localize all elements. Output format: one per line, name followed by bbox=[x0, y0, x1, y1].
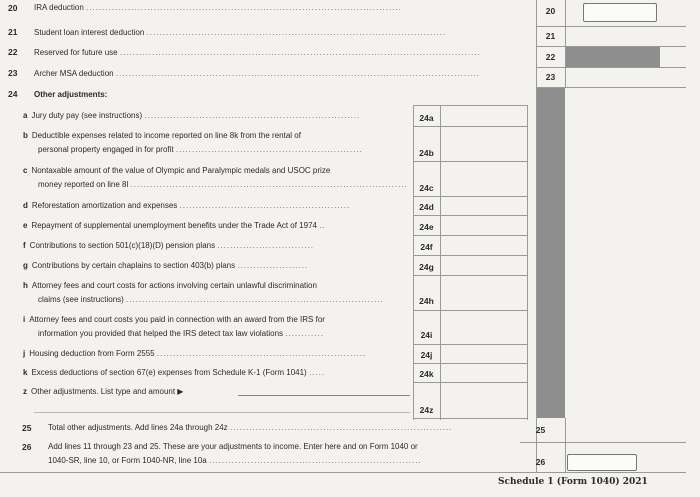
line-code-21: 21 bbox=[545, 31, 556, 41]
line-24f-label: f Contributions to section 501(c)(18)(D) pension plans .............................. bbox=[23, 241, 315, 250]
line-number-23: 23 bbox=[8, 68, 18, 78]
line-24c-letter: c bbox=[23, 166, 28, 175]
line-code-26: 26 bbox=[535, 457, 546, 467]
rule bbox=[527, 105, 528, 420]
line-number-24: 24 bbox=[8, 89, 18, 99]
line-24c-text-2: money reported on line 8l bbox=[38, 180, 129, 189]
line-24d-text: Reforestation amortization and expenses bbox=[31, 201, 178, 210]
line-24j-text: Housing deduction from Form 2555 bbox=[29, 349, 155, 358]
line-24b-letter: b bbox=[23, 131, 28, 140]
line-24k-letter: k bbox=[23, 368, 28, 377]
rule bbox=[440, 105, 441, 420]
shaded-column-24 bbox=[536, 88, 565, 418]
line-24i-text-1: Attorney fees and court costs you paid in connection with an award from the IRS for bbox=[29, 315, 325, 324]
line-code-24j: 24j bbox=[420, 350, 433, 360]
line-25-label: Total other adjustments. Add lines 24a through 24z ..................................................................... bbox=[48, 423, 453, 432]
line-24d-letter: d bbox=[23, 201, 28, 210]
rule bbox=[413, 161, 527, 162]
line-24a-label: a Jury duty pay (see instructions) ................................................................... bbox=[23, 111, 361, 120]
form-footer: Schedule 1 (Form 1040) 2021 bbox=[498, 477, 648, 487]
line-code-24k: 24k bbox=[419, 369, 434, 379]
line-21-text: Student loan interest deduction bbox=[34, 28, 145, 37]
line-26-amount-field[interactable] bbox=[567, 454, 637, 471]
line-number-20: 20 bbox=[8, 3, 18, 13]
line-24h-letter: h bbox=[23, 281, 28, 290]
line-24c-label-2: money reported on line 8l ...................................................................................... bbox=[38, 180, 408, 189]
rule bbox=[413, 418, 527, 419]
line-24i-label-2: information you provided that helped the IRS detect tax law violations ............ bbox=[38, 329, 324, 338]
line-24k-text: Excess deductions of section 67(e) expenses from Schedule K-1 (Form 1041) bbox=[31, 368, 307, 377]
line-24-label: Other adjustments: bbox=[34, 90, 108, 99]
line-26-text-2: 1040-SR, line 10, or Form 1040-NR, line 10a bbox=[48, 456, 207, 465]
line-code-23: 23 bbox=[545, 72, 556, 82]
line-24j-label: j Housing deduction from Form 2555 ................................................................. bbox=[23, 349, 367, 358]
line-code-24g: 24g bbox=[419, 262, 434, 272]
line-24e-label: e Repayment of supplemental unemployment benefits under the Trade Act of 1974 .. bbox=[23, 221, 326, 230]
rule bbox=[0, 472, 686, 473]
line-24c-label-1 bbox=[23, 165, 330, 176]
rule bbox=[520, 442, 686, 443]
rule bbox=[536, 26, 686, 27]
rule bbox=[413, 255, 527, 256]
line-24z-letter: z bbox=[23, 387, 27, 396]
line-24b-label-1 bbox=[23, 130, 301, 141]
rule bbox=[413, 235, 527, 236]
rule bbox=[536, 67, 686, 68]
line-code-20: 20 bbox=[545, 6, 556, 16]
line-22-text: Reserved for future use bbox=[34, 48, 118, 57]
line-20-text: IRA deduction bbox=[34, 3, 84, 12]
line-24i-text-2: information you provided that helped the IRS detect tax law violations bbox=[38, 329, 284, 338]
rule bbox=[413, 215, 527, 216]
rule bbox=[413, 344, 527, 345]
line-24a-text: Jury duty pay (see instructions) bbox=[31, 111, 143, 120]
rule bbox=[413, 363, 527, 364]
rule bbox=[565, 0, 566, 88]
line-number-25: 25 bbox=[22, 423, 32, 433]
line-24i-label-1 bbox=[23, 314, 325, 325]
line-24d-label: d Reforestation amortization and expenses ..................................................... bbox=[23, 201, 351, 210]
line-24b-text-1: Deductible expenses related to income reported on line 8k from the rental of bbox=[31, 131, 301, 140]
line-code-24a: 24a bbox=[419, 113, 434, 123]
line-24f-text: Contributions to section 501(c)(18)(D) pension plans bbox=[29, 241, 216, 250]
line-26-label-1 bbox=[48, 441, 418, 452]
line-24e-text: Repayment of supplemental unemployment benefits under the Trade Act of 1974 bbox=[31, 221, 317, 230]
rule bbox=[413, 275, 527, 276]
line-24h-label-1 bbox=[23, 280, 317, 291]
line-22-label: Reserved for future use ................................................................................................................ bbox=[34, 48, 481, 57]
line-24g-label: g Contributions by certain chaplains to section 403(b) plans ...................... bbox=[23, 261, 309, 270]
line-25-text: Total other adjustments. Add lines 24a through 24z bbox=[48, 423, 228, 432]
line-number-26: 26 bbox=[22, 442, 32, 452]
line-24f-letter: f bbox=[23, 241, 26, 250]
line-24h-text-1: Attorney fees and court costs for actions involving certain unlawful discrimination bbox=[31, 281, 317, 290]
line-24z-label bbox=[23, 386, 183, 397]
rule bbox=[536, 46, 686, 47]
line-code-24z: 24z bbox=[419, 405, 434, 415]
rule bbox=[413, 310, 527, 311]
line-24g-letter: g bbox=[23, 261, 28, 270]
line-code-25: 25 bbox=[535, 425, 546, 435]
line-24b-label-2: personal property engaged in for profit .......................................................... bbox=[38, 145, 363, 154]
rule bbox=[413, 105, 527, 106]
line-21-label: Student loan interest deduction ............................................................................................. bbox=[34, 28, 447, 37]
line-code-22: 22 bbox=[545, 52, 556, 62]
line-code-24e: 24e bbox=[419, 222, 434, 232]
line-code-24b: 24b bbox=[419, 148, 434, 158]
rule bbox=[536, 0, 537, 472]
line-26-text-1: Add lines 11 through 23 and 25. These are your adjustments to income. Enter here and on Form 1040 or bbox=[48, 442, 418, 451]
line-24z-type-input-2[interactable] bbox=[34, 412, 410, 413]
line-24z-text: Other adjustments. List type and amount ▶ bbox=[31, 387, 184, 396]
line-20-amount-field[interactable] bbox=[583, 3, 657, 22]
line-code-24c: 24c bbox=[419, 183, 434, 193]
line-24j-letter: j bbox=[23, 349, 26, 358]
line-24c-text-1: Nontaxable amount of the value of Olympic and Paralympic medals and USOC prize bbox=[31, 166, 331, 175]
line-24i-letter: i bbox=[23, 315, 26, 324]
line-23-text: Archer MSA deduction bbox=[34, 69, 114, 78]
line-23-label: Archer MSA deduction ................................................................................................................. bbox=[34, 69, 481, 78]
line-code-24i: 24i bbox=[420, 330, 433, 340]
rule bbox=[413, 382, 527, 383]
line-number-22: 22 bbox=[8, 47, 18, 57]
shaded-cell-22 bbox=[566, 47, 660, 67]
line-code-24h: 24h bbox=[419, 296, 434, 306]
line-24z-type-input[interactable] bbox=[238, 395, 410, 396]
line-24g-text: Contributions by certain chaplains to section 403(b) plans bbox=[31, 261, 236, 270]
rule bbox=[536, 87, 686, 88]
line-24h-label-2: claims (see instructions) ................................................................................ bbox=[38, 295, 384, 304]
line-code-24f: 24f bbox=[420, 242, 433, 252]
line-24h-text-2: claims (see instructions) bbox=[38, 295, 124, 304]
line-number-21: 21 bbox=[8, 27, 18, 37]
rule bbox=[413, 196, 527, 197]
line-code-24d: 24d bbox=[419, 202, 434, 212]
line-24a-letter: a bbox=[23, 111, 28, 120]
line-24b-text-2: personal property engaged in for profit bbox=[38, 145, 174, 154]
rule bbox=[565, 418, 566, 472]
line-20-label: IRA deduction .................................................................................................. bbox=[34, 3, 402, 12]
line-26-label-2: 1040-SR, line 10, or Form 1040-NR, line 10a .................................................................. bbox=[48, 456, 422, 465]
line-24e-letter: e bbox=[23, 221, 28, 230]
rule bbox=[413, 126, 527, 127]
line-24k-label: k Excess deductions of section 67(e) expenses from Schedule K-1 (Form 1041) ..... bbox=[23, 368, 326, 377]
